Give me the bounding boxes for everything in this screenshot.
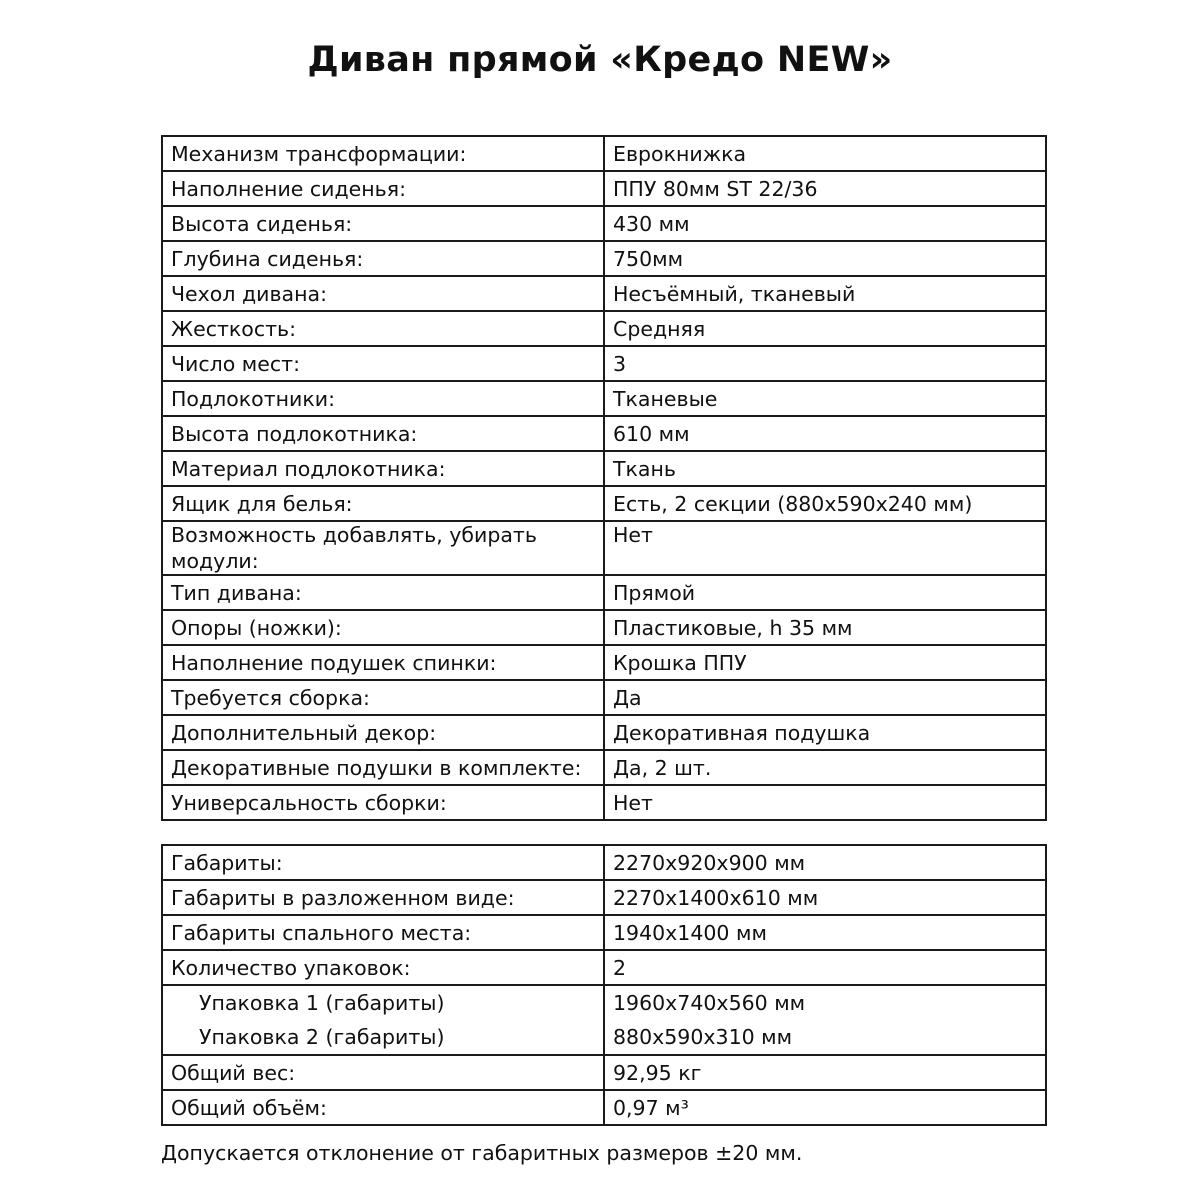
dimension-label: Общий объём: xyxy=(162,1090,604,1125)
table-row xyxy=(162,451,1046,486)
spec-label: Чехол дивана: xyxy=(162,276,604,311)
dimension-value: 2 xyxy=(604,950,1046,985)
spec-value: Тканевые xyxy=(604,381,1046,416)
spec-label: Глубина сиденья: xyxy=(162,241,604,276)
spec-value: Средняя xyxy=(604,311,1046,346)
table-row xyxy=(162,206,1046,241)
spec-label: Высота подлокотника: xyxy=(162,416,604,451)
spec-label: Наполнение сиденья: xyxy=(162,171,604,206)
spec-value: Пластиковые, h 35 мм xyxy=(604,610,1046,645)
dimension-value: 2270х1400х610 мм xyxy=(604,880,1046,915)
table-row xyxy=(162,171,1046,206)
tolerance-footnote: Допускается отклонение от габаритных размеров ±20 мм. xyxy=(161,1141,803,1165)
table-row xyxy=(162,575,1046,610)
spec-label: Число мест: xyxy=(162,346,604,381)
table-row xyxy=(162,276,1046,311)
spec-value: Прямой xyxy=(604,575,1046,610)
table-row xyxy=(162,241,1046,276)
table-row xyxy=(162,985,1046,1020)
table-row xyxy=(162,845,1046,880)
dimension-label: Общий вес: xyxy=(162,1055,604,1090)
spec-label: Требуется сборка: xyxy=(162,680,604,715)
table-row xyxy=(162,416,1046,451)
spec-value: Да, 2 шт. xyxy=(604,750,1046,785)
table-row xyxy=(162,521,1046,575)
dimension-value: 0,97 м³ xyxy=(604,1090,1046,1125)
table-row xyxy=(162,486,1046,521)
table-row xyxy=(162,381,1046,416)
table-row xyxy=(162,610,1046,645)
table-row xyxy=(162,950,1046,985)
spec-value: Нет xyxy=(604,785,1046,820)
spec-value: Есть, 2 секции (880х590х240 мм) xyxy=(604,486,1046,521)
spec-value: Крошка ППУ xyxy=(604,645,1046,680)
table-row xyxy=(162,750,1046,785)
spec-label: Материал подлокотника: xyxy=(162,451,604,486)
dimensions-table xyxy=(161,844,1047,1126)
spec-value: Ткань xyxy=(604,451,1046,486)
package-1-label: Упаковка 1 (габариты) xyxy=(162,985,604,1020)
spec-label: Подлокотники: xyxy=(162,381,604,416)
spec-value: Еврокнижка xyxy=(604,136,1046,171)
spec-label: Декоративные подушки в комплекте: xyxy=(162,750,604,785)
spec-value: Да xyxy=(604,680,1046,715)
dimension-value: 2270х920х900 мм xyxy=(604,845,1046,880)
page-title: Диван прямой «Кредо NEW» xyxy=(307,40,893,80)
table-row xyxy=(162,680,1046,715)
spec-value: Несъёмный, тканевый xyxy=(604,276,1046,311)
dimension-value: 92,95 кг xyxy=(604,1055,1046,1090)
dimension-value: 1940х1400 мм xyxy=(604,915,1046,950)
table-row xyxy=(162,1020,1046,1055)
table-row xyxy=(162,346,1046,381)
table-row xyxy=(162,1055,1046,1090)
spec-label: Дополнительный декор: xyxy=(162,715,604,750)
specifications-table xyxy=(161,135,1047,821)
table-row xyxy=(162,311,1046,346)
spec-label: Механизм трансформации: xyxy=(162,136,604,171)
package-2-label: Упаковка 2 (габариты) xyxy=(162,1020,604,1055)
spec-label: Универсальность сборки: xyxy=(162,785,604,820)
table-row xyxy=(162,1090,1046,1125)
spec-value: 3 xyxy=(604,346,1046,381)
spec-value: 610 мм xyxy=(604,416,1046,451)
spec-label: Тип дивана: xyxy=(162,575,604,610)
table-row xyxy=(162,715,1046,750)
spec-value: Декоративная подушка xyxy=(604,715,1046,750)
spec-value: Нет xyxy=(604,521,1046,575)
dimension-label: Габариты спального места: xyxy=(162,915,604,950)
table-row xyxy=(162,136,1046,171)
package-1-value: 1960х740х560 мм xyxy=(604,985,1046,1020)
spec-value: ППУ 80мм ST 22/36 xyxy=(604,171,1046,206)
spec-value: 750мм xyxy=(604,241,1046,276)
dimension-label: Габариты: xyxy=(162,845,604,880)
package-2-value: 880х590х310 мм xyxy=(604,1020,1046,1055)
spec-value: 430 мм xyxy=(604,206,1046,241)
dimension-label: Количество упаковок: xyxy=(162,950,604,985)
spec-label: Опоры (ножки): xyxy=(162,610,604,645)
spec-label: Ящик для белья: xyxy=(162,486,604,521)
table-row xyxy=(162,645,1046,680)
dimension-label: Габариты в разложенном виде: xyxy=(162,880,604,915)
spec-label: Возможность добавлять, убирать модули: xyxy=(162,521,604,575)
spec-label: Наполнение подушек спинки: xyxy=(162,645,604,680)
spec-label: Жесткость: xyxy=(162,311,604,346)
table-row xyxy=(162,880,1046,915)
spec-label: Высота сиденья: xyxy=(162,206,604,241)
table-row xyxy=(162,915,1046,950)
table-row xyxy=(162,785,1046,820)
